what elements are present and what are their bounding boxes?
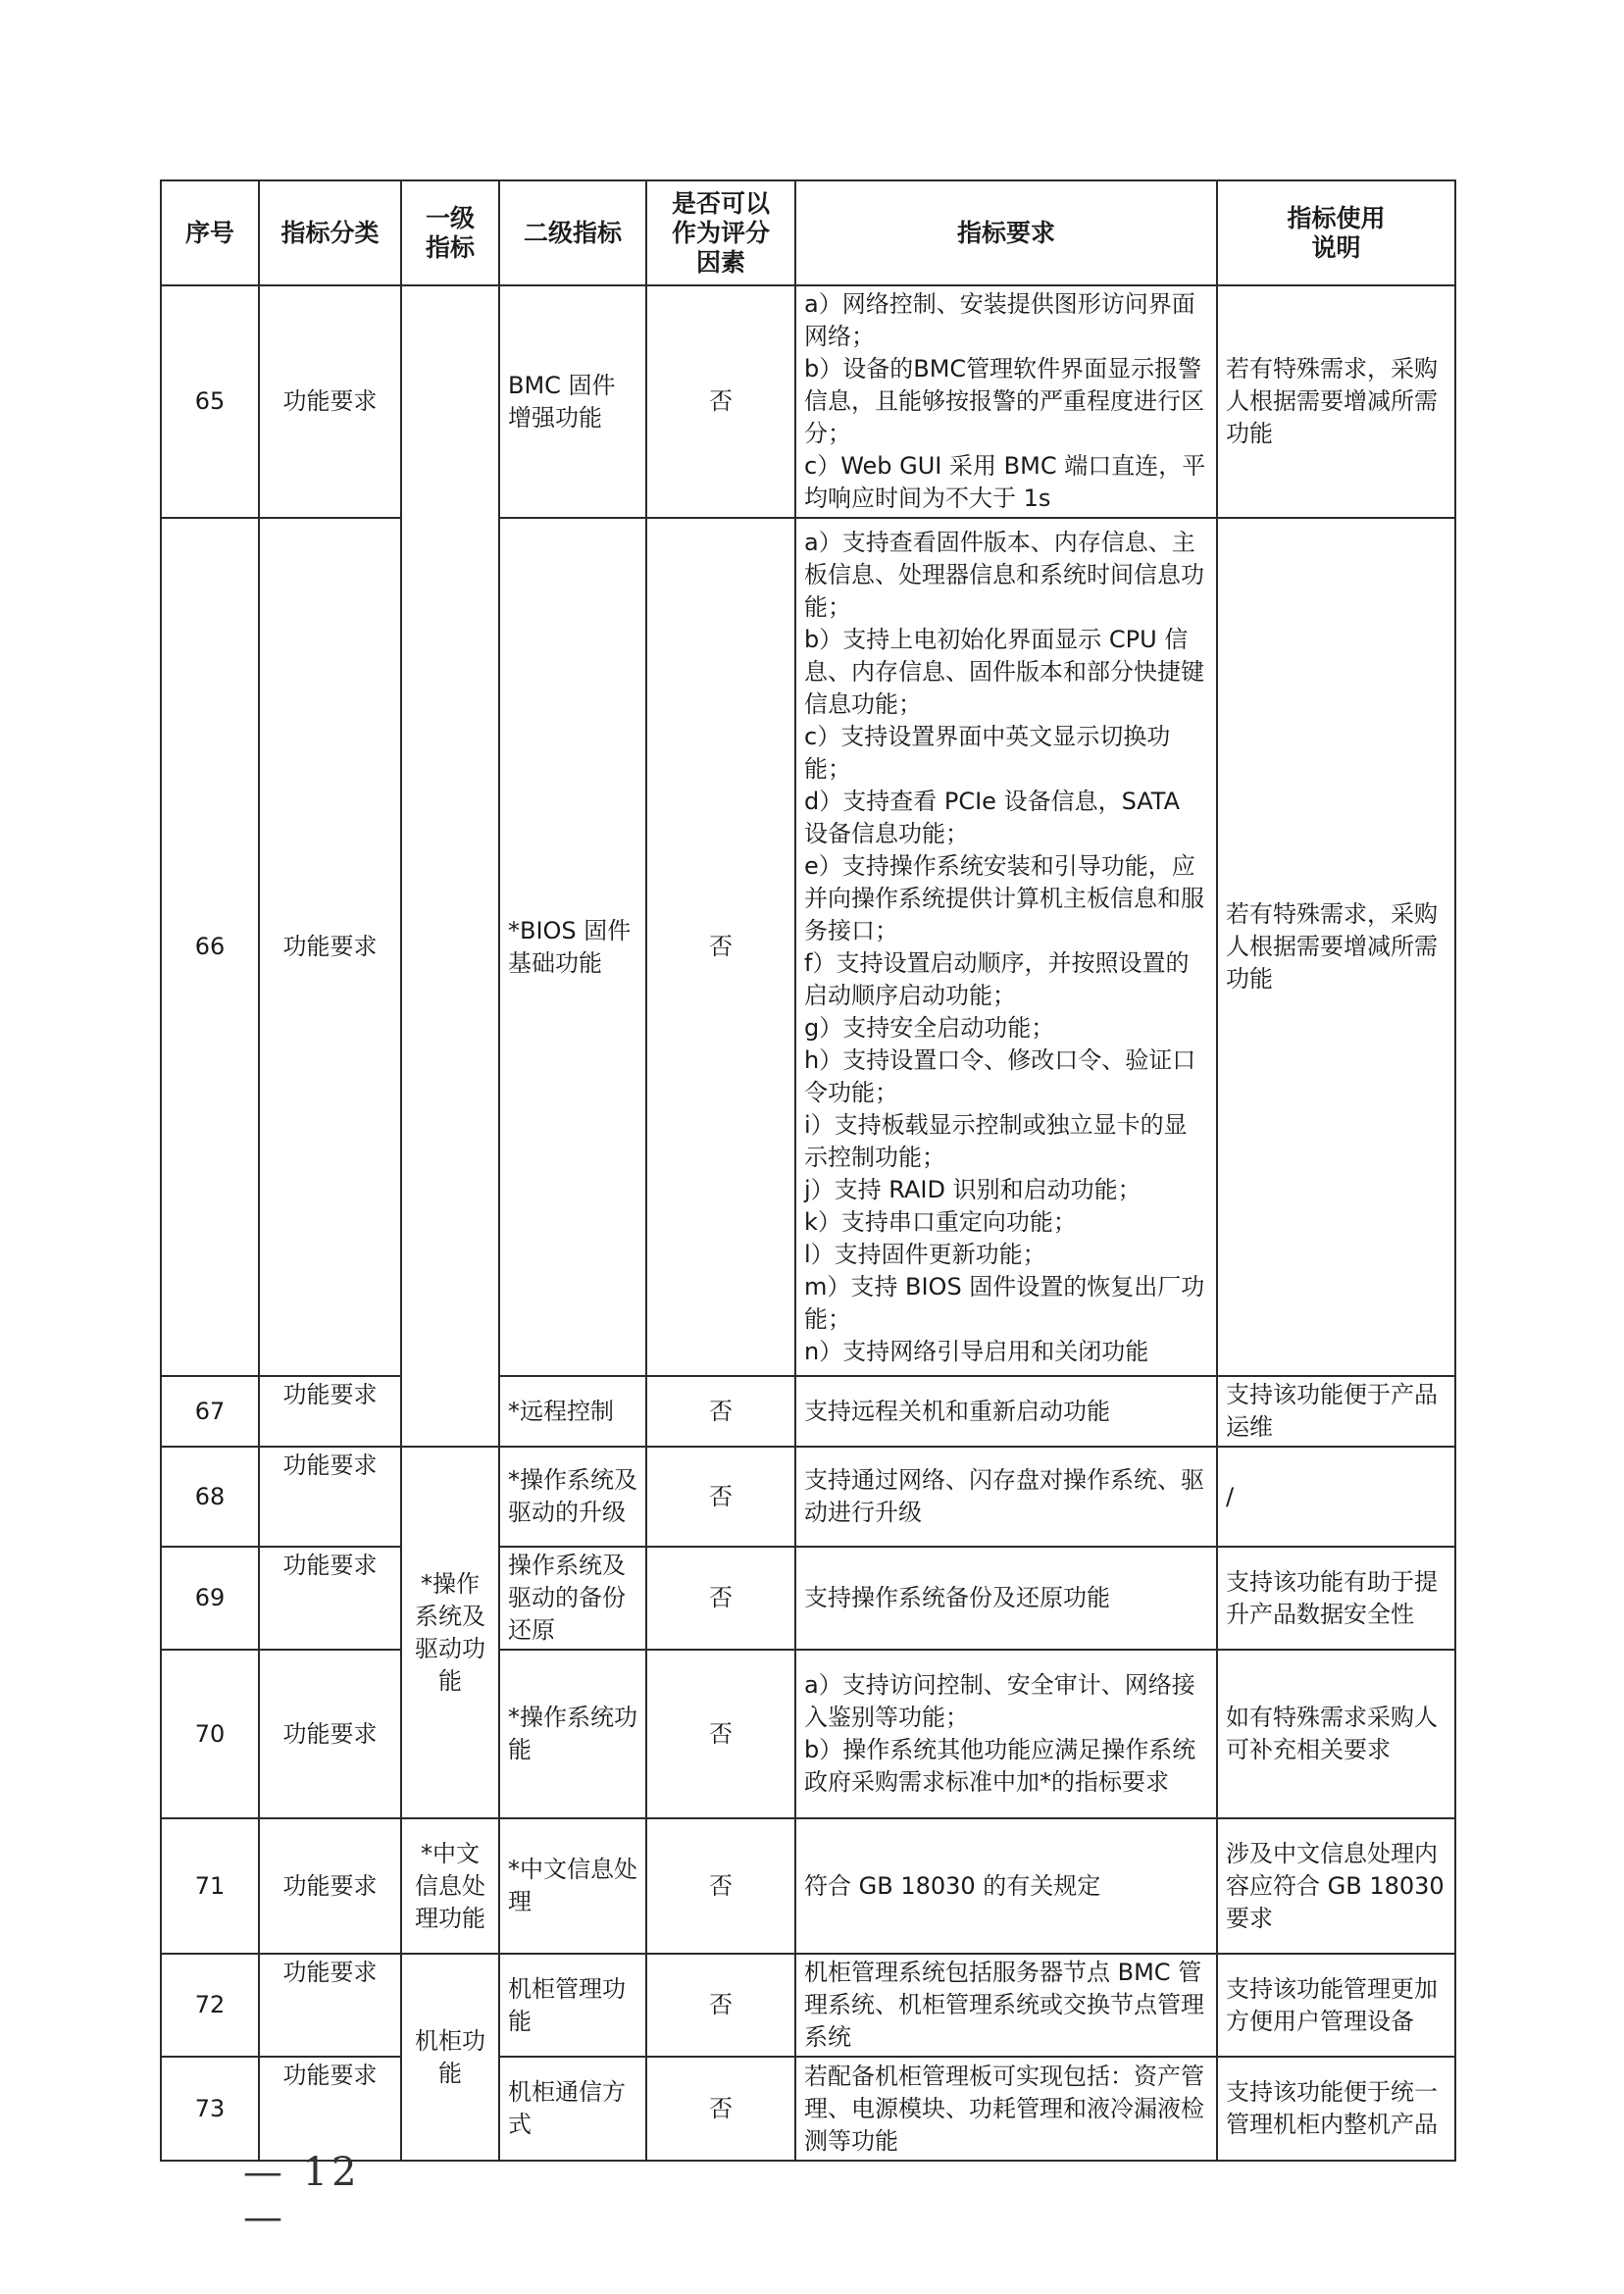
requirement-item: a）支持查看固件版本、内存信息、主板信息、处理器信息和系统时间信息功能； — [804, 528, 1204, 621]
header-level1: 一级 指标 — [401, 180, 499, 285]
row-number: 65 — [161, 285, 259, 518]
row-requirements — [795, 285, 1217, 518]
row-level2: *操作系统及驱动的升级 — [499, 1447, 646, 1547]
row-scoring: 否 — [646, 1547, 795, 1650]
row-level2: *操作系统功能 — [499, 1650, 646, 1818]
row-note: 涉及中文信息处理内容应符合 GB 18030 要求 — [1217, 1818, 1455, 1954]
requirement-item: b）支持上电初始化界面显示 CPU 信息、内存信息、固件版本和部分快捷键信息功能； — [804, 625, 1204, 718]
row-requirements — [795, 1954, 1217, 2057]
requirement-item: l）支持固件更新功能； — [804, 1240, 1046, 1268]
row-number: 68 — [161, 1447, 259, 1547]
requirement-item: d）支持查看 PCIe 设备信息，SATA 设备信息功能； — [804, 787, 1181, 847]
row-note: 支持该功能管理更加方便用户管理设备 — [1217, 1954, 1455, 2057]
requirement-item: i）支持板载显示控制或独立显卡的显示控制功能； — [804, 1110, 1188, 1171]
header-requirements: 指标要求 — [795, 180, 1217, 285]
row-scoring: 否 — [646, 285, 795, 518]
table-row — [161, 1954, 1455, 2057]
requirement-item: k）支持串口重定向功能； — [804, 1207, 1077, 1236]
row-requirements — [795, 518, 1217, 1376]
table-row — [161, 1818, 1455, 1954]
table-row — [161, 1447, 1455, 1547]
level1-group: 机柜功能 — [401, 1954, 499, 2161]
row-note: 若有特殊需求，采购人根据需要增减所需功能 — [1217, 285, 1455, 518]
row-requirements — [795, 1547, 1217, 1650]
row-note: 如有特殊需求采购人可补充相关要求 — [1217, 1650, 1455, 1818]
row-scoring: 否 — [646, 1650, 795, 1818]
requirement-item: e）支持操作系统安装和引导功能，应并向操作系统提供计算机主板信息和服务接口； — [804, 851, 1204, 944]
requirement-item: g）支持安全启动功能； — [804, 1013, 1055, 1042]
row-number: 69 — [161, 1547, 259, 1650]
row-category: 功能要求 — [259, 1447, 401, 1547]
requirement-item: j）支持 RAID 识别和启动功能； — [804, 1175, 1142, 1203]
requirement-item: 支持远程关机和重新启动功能 — [804, 1397, 1110, 1425]
row-category: 功能要求 — [259, 518, 401, 1376]
requirement-item: 支持通过网络、闪存盘对操作系统、驱动进行升级 — [804, 1466, 1204, 1526]
row-scoring: 否 — [646, 1954, 795, 2057]
row-level2: *BIOS 固件基础功能 — [499, 518, 646, 1376]
row-note: 支持该功能有助于提升产品数据安全性 — [1217, 1547, 1455, 1650]
requirement-item: b）设备的BMC管理软件界面显示报警信息，且能够按报警的严重程度进行区分； — [804, 355, 1204, 447]
table-row — [161, 1376, 1455, 1447]
requirement-item: 机柜管理系统包括服务器节点 BMC 管理系统、机柜管理系统或交换节点管理系统 — [804, 1959, 1204, 2051]
row-category: 功能要求 — [259, 1547, 401, 1650]
row-level2: 机柜通信方式 — [499, 2057, 646, 2161]
row-level2: *中文信息处理 — [499, 1818, 646, 1954]
requirement-item: b）操作系统其他功能应满足操作系统政府采购需求标准中加*的指标要求 — [804, 1736, 1196, 1796]
row-category: 功能要求 — [259, 1954, 401, 2057]
row-number: 70 — [161, 1650, 259, 1818]
row-category: 功能要求 — [259, 1376, 401, 1447]
requirement-item: c）Web GUI 采用 BMC 端口直连，平均响应时间为不大于 1s — [804, 452, 1206, 512]
requirement-item: 支持操作系统备份及还原功能 — [804, 1584, 1110, 1611]
table-row — [161, 1650, 1455, 1818]
row-scoring: 否 — [646, 2057, 795, 2161]
table-header-row — [161, 180, 1455, 285]
row-requirements — [795, 1447, 1217, 1547]
row-note: 支持该功能便于统一管理机柜内整机产品 — [1217, 2057, 1455, 2161]
row-requirements — [795, 1376, 1217, 1447]
row-scoring: 否 — [646, 1818, 795, 1954]
row-number: 73 — [161, 2057, 259, 2161]
requirement-item: h）支持设置口令、修改口令、验证口令功能； — [804, 1045, 1196, 1106]
row-level2: 操作系统及驱动的备份还原 — [499, 1547, 646, 1650]
row-note: 支持该功能便于产品运维 — [1217, 1376, 1455, 1447]
table-row — [161, 518, 1455, 1376]
row-category: 功能要求 — [259, 1818, 401, 1954]
requirement-item: 符合 GB 18030 的有关规定 — [804, 1871, 1101, 1900]
header-note: 指标使用 说明 — [1217, 180, 1455, 285]
level1-group: *中文信息处理功能 — [401, 1818, 499, 1954]
table-row — [161, 2057, 1455, 2161]
requirement-item: n）支持网络引导启用和关闭功能 — [804, 1337, 1149, 1365]
requirement-item: a）支持访问控制、安全审计、网络接入鉴别等功能； — [804, 1671, 1195, 1731]
header-level2: 二级指标 — [499, 180, 646, 285]
row-scoring: 否 — [646, 1447, 795, 1547]
row-level2: BMC 固件增强功能 — [499, 285, 646, 518]
row-level2: 机柜管理功能 — [499, 1954, 646, 2057]
row-scoring: 否 — [646, 518, 795, 1376]
header-category: 指标分类 — [259, 180, 401, 285]
table-row — [161, 285, 1455, 518]
row-number: 72 — [161, 1954, 259, 2057]
row-requirements — [795, 1818, 1217, 1954]
row-number: 66 — [161, 518, 259, 1376]
requirement-item: c）支持设置界面中英文显示切换功能； — [804, 722, 1171, 783]
row-number: 71 — [161, 1818, 259, 1954]
requirement-item: f）支持设置启动顺序，并按照设置的启动顺序启动功能； — [804, 948, 1190, 1009]
requirement-item: a）网络控制、安装提供图形访问界面网络； — [804, 290, 1195, 350]
row-note: / — [1217, 1447, 1455, 1547]
indicator-table — [160, 179, 1456, 2162]
row-requirements — [795, 2057, 1217, 2161]
row-number: 67 — [161, 1376, 259, 1447]
row-level2: *远程控制 — [499, 1376, 646, 1447]
level1-group: *操作系统及驱动功能 — [401, 1447, 499, 1818]
page-number: — 12 — — [243, 2150, 361, 2240]
row-category: 功能要求 — [259, 285, 401, 518]
row-note: 若有特殊需求，采购人根据需要增减所需功能 — [1217, 518, 1455, 1376]
row-scoring: 否 — [646, 1376, 795, 1447]
row-category: 功能要求 — [259, 1650, 401, 1818]
requirement-item: m）支持 BIOS 固件设置的恢复出厂功能； — [804, 1272, 1205, 1333]
row-category: 功能要求 — [259, 2057, 401, 2161]
header-scoring: 是否可以 作为评分 因素 — [646, 180, 795, 285]
header-serial: 序号 — [161, 180, 259, 285]
table-row — [161, 1547, 1455, 1650]
level1-group — [401, 285, 499, 1447]
row-requirements — [795, 1650, 1217, 1818]
requirement-item: 若配备机柜管理板可实现包括：资产管理、电源模块、功耗管理和液冷漏液检测等功能 — [804, 2062, 1204, 2155]
